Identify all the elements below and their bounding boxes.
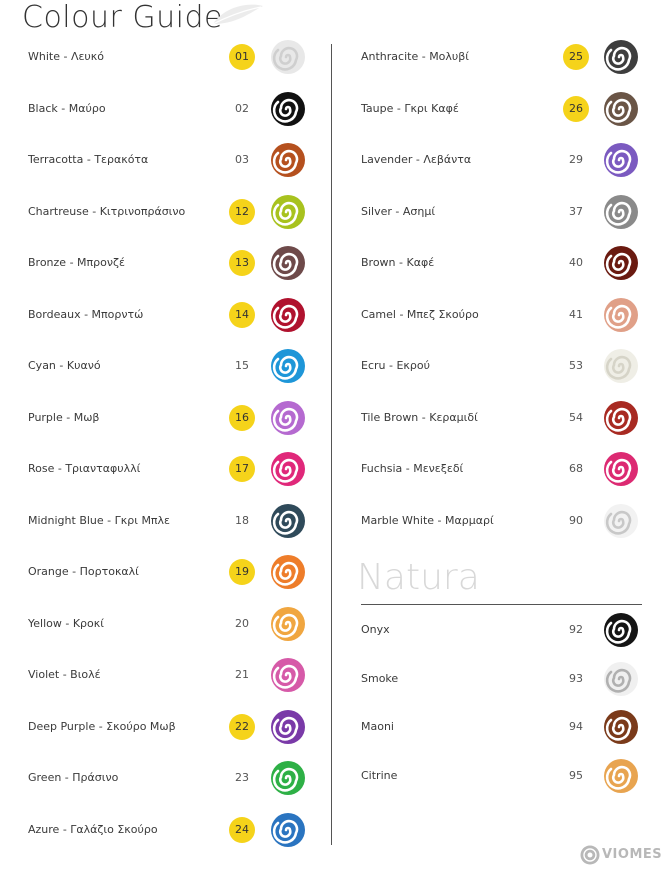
- color-row: [0, 754, 331, 802]
- color-code: 15: [235, 359, 249, 372]
- brand-name: VIOMES: [602, 847, 663, 862]
- color-name: Purple - Μωβ: [28, 410, 100, 424]
- color-name: Silver - Ασημί: [361, 204, 436, 218]
- color-swatch-icon: [270, 812, 306, 848]
- color-swatch-icon: [270, 297, 306, 333]
- color-row: [0, 445, 331, 493]
- color-row: [0, 188, 331, 236]
- color-name: Deep Purple - Σκούρο Μωβ: [28, 719, 176, 733]
- color-name: Lavender - Λεβάντα: [361, 153, 472, 166]
- color-code: 17: [229, 456, 255, 482]
- color-row: [0, 497, 331, 545]
- color-swatch-icon: [270, 245, 306, 281]
- color-swatch-icon: [270, 503, 306, 539]
- color-row: [0, 600, 331, 648]
- color-row: [0, 239, 331, 287]
- leaf-decoration-icon: [205, 2, 265, 30]
- color-name: Brown - Καφέ: [361, 256, 435, 269]
- color-swatch-icon: [603, 451, 639, 487]
- color-code: 95: [569, 768, 583, 782]
- color-name: Terracotta - Τερακότα: [28, 153, 149, 166]
- color-row: [333, 445, 664, 493]
- color-code: 41: [569, 307, 583, 321]
- color-code: 54: [569, 410, 583, 424]
- color-swatch-icon: [270, 709, 306, 745]
- color-swatch-icon: [603, 348, 639, 384]
- color-swatch-icon: [270, 39, 306, 75]
- color-swatch-icon: [603, 39, 639, 75]
- column-divider: [331, 44, 332, 845]
- color-swatch-icon: [603, 709, 639, 745]
- color-name: Anthracite - Μολυβί: [361, 50, 470, 63]
- color-code: 94: [569, 720, 583, 733]
- color-code: 13: [229, 250, 255, 276]
- color-row: [333, 291, 664, 339]
- color-swatch-icon: [603, 661, 639, 697]
- color-row: [0, 291, 331, 339]
- color-swatch-icon: [270, 194, 306, 230]
- color-code: 53: [569, 359, 583, 372]
- brand-logo-icon: [580, 845, 600, 865]
- color-swatch-icon: [603, 400, 639, 436]
- color-swatch-icon: [603, 194, 639, 230]
- color-swatch-icon: [270, 657, 306, 693]
- color-row: [333, 85, 664, 133]
- color-row: [0, 136, 331, 184]
- natura-heading: Natura: [357, 557, 480, 598]
- color-row: [333, 752, 664, 800]
- page-title: Colour Guide: [22, 0, 223, 35]
- color-name: Azure - Γαλάζιο Σκούρο: [28, 822, 158, 836]
- color-row: [0, 548, 331, 596]
- color-row: [333, 33, 664, 81]
- color-row: [333, 606, 664, 654]
- color-code: 21: [235, 668, 249, 681]
- color-row: [333, 703, 664, 751]
- color-code: 37: [569, 204, 583, 218]
- color-swatch-icon: [603, 612, 639, 648]
- color-row: [333, 394, 664, 442]
- color-swatch-icon: [270, 606, 306, 642]
- color-name: Orange - Πορτοκαλί: [28, 565, 139, 578]
- color-code: 18: [235, 513, 249, 527]
- color-row: [333, 655, 664, 703]
- color-swatch-icon: [270, 451, 306, 487]
- color-name: Fuchsia - Μενεξεδί: [361, 462, 464, 475]
- color-row: [0, 85, 331, 133]
- color-row: [0, 703, 331, 751]
- color-name: Rose - Τριανταφυλλί: [28, 462, 141, 475]
- color-row: [333, 188, 664, 236]
- color-row: [333, 239, 664, 287]
- color-code: 20: [235, 616, 249, 630]
- color-code: 29: [569, 153, 583, 166]
- color-name: Yellow - Κροκί: [28, 616, 104, 630]
- color-row: [0, 394, 331, 442]
- color-swatch-icon: [603, 758, 639, 794]
- color-name: Bordeaux - Μπορντώ: [28, 307, 144, 321]
- color-row: [0, 33, 331, 81]
- color-code: 24: [229, 817, 255, 843]
- color-name: Maoni: [361, 720, 394, 733]
- color-code: 03: [235, 153, 249, 166]
- color-row: [0, 342, 331, 390]
- color-name: White - Λευκό: [28, 50, 104, 63]
- color-swatch-icon: [603, 297, 639, 333]
- color-swatch-icon: [270, 760, 306, 796]
- color-name: Camel - Μπεζ Σκούρο: [361, 307, 479, 321]
- color-name: Smoke: [361, 671, 399, 685]
- color-code: 23: [235, 771, 249, 784]
- color-row: [0, 806, 331, 854]
- color-swatch-icon: [603, 91, 639, 127]
- color-name: Marble White - Μαρμαρί: [361, 513, 494, 527]
- color-code: 40: [569, 256, 583, 269]
- color-code: 68: [569, 462, 583, 475]
- color-code: 14: [229, 302, 255, 328]
- color-row: [0, 651, 331, 699]
- color-name: Violet - Βιολέ: [28, 668, 101, 681]
- natura-divider: [361, 604, 642, 605]
- color-name: Onyx: [361, 623, 390, 636]
- color-code: 25: [563, 44, 589, 70]
- color-code: 22: [229, 714, 255, 740]
- color-swatch-icon: [603, 142, 639, 178]
- color-swatch-icon: [270, 400, 306, 436]
- color-code: 93: [569, 671, 583, 685]
- color-code: 26: [563, 96, 589, 122]
- color-row: [333, 497, 664, 545]
- color-swatch-icon: [270, 554, 306, 590]
- color-name: Midnight Blue - Γκρι Μπλε: [28, 513, 171, 527]
- color-swatch-icon: [270, 91, 306, 127]
- color-swatch-icon: [270, 142, 306, 178]
- color-name: Green - Πράσινο: [28, 771, 119, 784]
- color-swatch-icon: [270, 348, 306, 384]
- color-code: 02: [235, 101, 249, 115]
- color-code: 01: [229, 44, 255, 70]
- color-name: Ecru - Εκρού: [361, 359, 430, 372]
- color-code: 19: [229, 559, 255, 585]
- color-name: Chartreuse - Κιτρινοπράσινο: [28, 204, 186, 218]
- color-row: [333, 136, 664, 184]
- color-name: Tile Brown - Κεραμιδί: [361, 410, 478, 424]
- color-name: Cyan - Κυανό: [28, 359, 101, 372]
- color-code: 92: [569, 623, 583, 636]
- color-name: Bronze - Μπρονζέ: [28, 256, 125, 269]
- color-row: [333, 342, 664, 390]
- color-code: 16: [229, 405, 255, 431]
- color-name: Citrine: [361, 768, 398, 782]
- color-swatch-icon: [603, 503, 639, 539]
- color-swatch-icon: [603, 245, 639, 281]
- color-code: 90: [569, 513, 583, 527]
- color-name: Taupe - Γκρι Καφέ: [361, 101, 459, 115]
- color-code: 12: [229, 199, 255, 225]
- color-name: Black - Μαύρο: [28, 101, 106, 115]
